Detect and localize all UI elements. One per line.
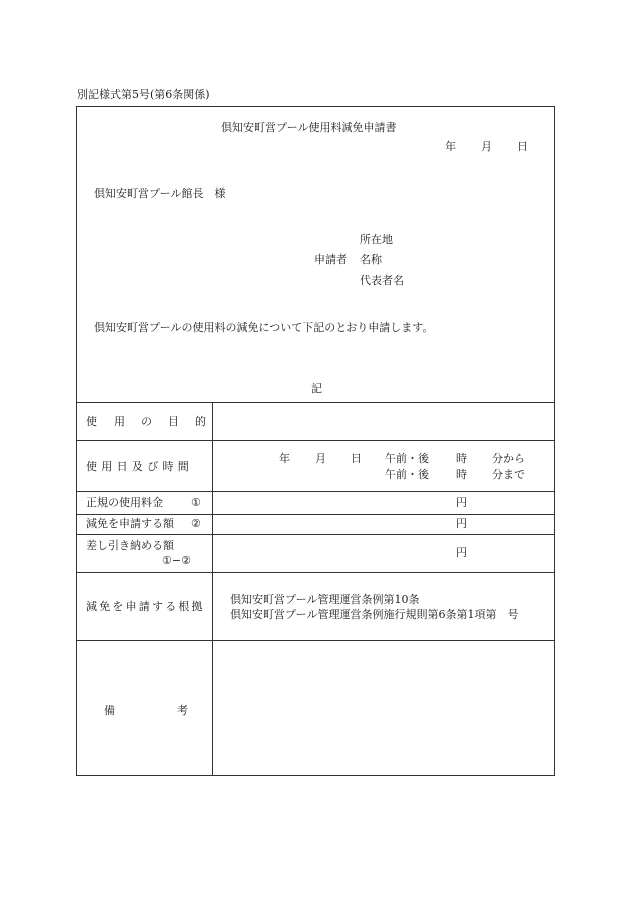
- applicant-representative-label: 代表者名: [360, 274, 404, 287]
- net-amount-formula: ①−②: [162, 554, 191, 567]
- purpose-label-char: 目: [168, 415, 179, 428]
- date-year-label: 年: [445, 140, 456, 153]
- reduction-number: ②: [191, 517, 201, 530]
- row-divider-purpose: [77, 440, 554, 441]
- datetime-month-label: 月: [315, 452, 326, 465]
- regular-fee-yen: 円: [456, 496, 467, 509]
- applicant-name-label: 名称: [360, 253, 382, 266]
- net-amount-yen: 円: [456, 546, 467, 559]
- purpose-label-char: 的: [195, 415, 206, 428]
- net-amount-label: 差し引き納める額: [86, 539, 174, 552]
- form-number: 別記様式第5号(第6条関係): [77, 88, 210, 101]
- purpose-label-char: の: [141, 415, 152, 428]
- application-form: [76, 106, 555, 776]
- purpose-value-cell[interactable]: [214, 404, 552, 439]
- table-top-line: [77, 402, 554, 403]
- row-divider-regular-fee: [77, 514, 554, 515]
- remarks-label-char: 考: [177, 704, 188, 717]
- datetime-day-label: 日: [351, 452, 362, 465]
- remarks-value-cell[interactable]: [214, 642, 552, 774]
- date-month-label: 月: [481, 140, 492, 153]
- row-divider-net: [77, 572, 554, 573]
- row-divider-basis: [77, 640, 554, 641]
- row-divider-datetime: [77, 491, 554, 492]
- end-ampm-label: 午前・後: [385, 468, 429, 481]
- ki-label: 記: [311, 382, 322, 395]
- basis-ordinance: 倶知安町営プール管理運営条例第10条: [230, 593, 420, 606]
- form-title: 倶知安町営プール使用料減免申請書: [221, 121, 397, 134]
- end-hour-label: 時: [456, 468, 467, 481]
- remarks-label-char: 備: [104, 704, 115, 717]
- basis-regulation: 倶知安町営プール管理運営条例施行規則第6条第1項第 号: [230, 608, 519, 621]
- end-minute-label: 分まで: [492, 468, 525, 481]
- regular-fee-number: ①: [191, 496, 201, 509]
- start-ampm-label: 午前・後: [385, 452, 429, 465]
- regular-fee-label: 正規の使用料金: [86, 496, 163, 509]
- applicant-address-label: 所在地: [360, 233, 393, 246]
- purpose-label-char: 使: [86, 415, 97, 428]
- table-column-divider: [212, 402, 213, 775]
- date-day-label: 日: [517, 140, 528, 153]
- addressee: 倶知安町営プール館長 様: [94, 187, 226, 200]
- reduction-label: 減免を申請する額: [86, 517, 174, 530]
- reduction-yen: 円: [456, 517, 467, 530]
- purpose-label-char: 用: [114, 415, 125, 428]
- start-minute-label: 分から: [492, 452, 525, 465]
- datetime-label: 使用日及び時間: [86, 460, 194, 473]
- start-hour-label: 時: [456, 452, 467, 465]
- row-divider-reduction: [77, 534, 554, 535]
- datetime-year-label: 年: [279, 452, 290, 465]
- application-statement: 倶知安町営プールの使用料の減免について下記のとおり申請します。: [94, 321, 434, 334]
- basis-label: 減免を申請する根拠: [86, 600, 205, 613]
- applicant-label: 申請者: [314, 253, 347, 266]
